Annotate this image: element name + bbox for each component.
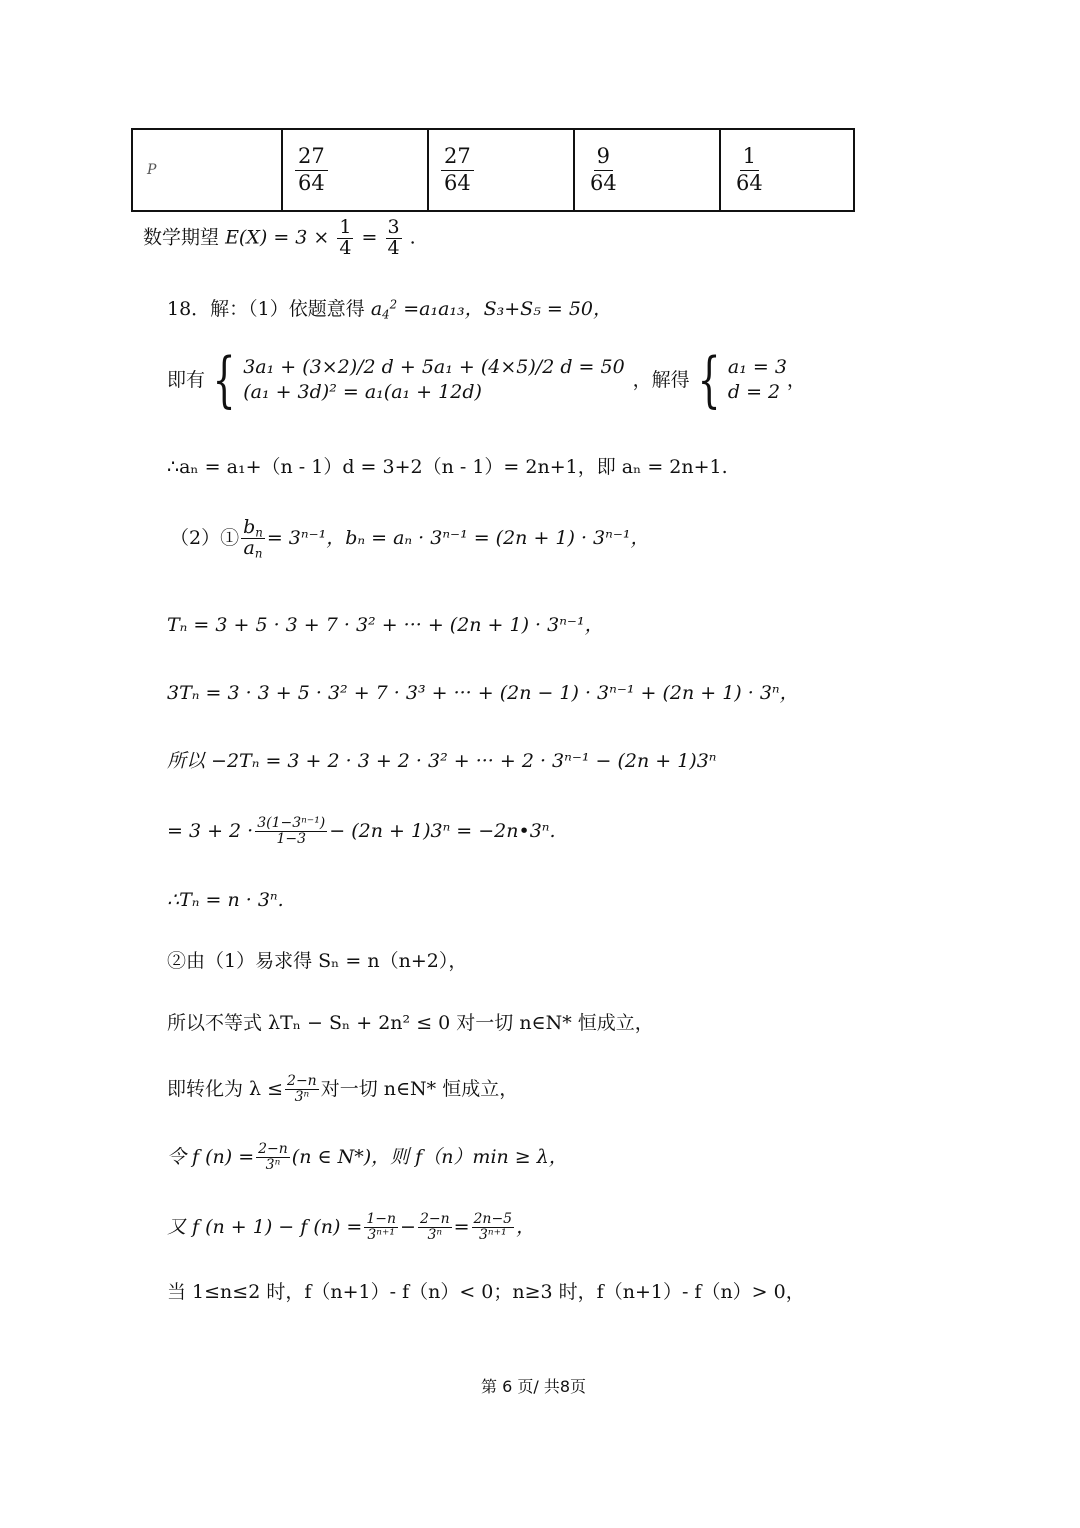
fraction [364, 1212, 398, 1242]
numerator: 1 [740, 144, 759, 170]
comma: ， [786, 368, 806, 391]
denominator: 4 [339, 236, 352, 259]
f-prefix: 令 f (n) = [167, 1145, 255, 1168]
left-brace-icon: { [212, 345, 236, 415]
numerator: 3(1−3ⁿ⁻¹) [257, 815, 326, 831]
system-row-2: (a₁ + 3d)² = a₁(a₁ + 12d) [243, 381, 482, 403]
denominator: 4 [387, 236, 400, 259]
numerator: 2n−5 [473, 1211, 513, 1227]
f-tail: (n ∈ N*)，则 f（n）min ≥ λ， [291, 1145, 568, 1168]
minus-sign: − [400, 1215, 416, 1238]
fraction [337, 218, 353, 259]
denominator: 64 [444, 170, 471, 195]
intro-text: 18．解：（1）依题意得 [167, 298, 365, 320]
sum-tail: − (2n + 1)3ⁿ = −2n•3ⁿ. [329, 819, 556, 842]
denominator: 64 [736, 170, 763, 195]
denominator: 3ⁿ⁺¹ [479, 1226, 507, 1243]
left-brace-icon: { [697, 345, 721, 415]
table-cell [574, 129, 720, 211]
an-line: ∴aₙ = a₁+（n - 1）d = 3+2（n - 1）= 2n+1，即 aₙ = 2n+1. [167, 456, 728, 478]
f-diff-line [167, 1212, 535, 1242]
fraction [472, 1212, 515, 1242]
solve-label: ，解得 [632, 368, 690, 391]
case-line: 当 1≤n≤2 时，f（n+1）- f（n）< 0；n≥3 时，f（n+1）- f（n）> 0， [167, 1281, 805, 1303]
denominator: 3ⁿ [294, 1088, 310, 1105]
page-footer: 第 6 页/ 共8页 [481, 1377, 587, 1396]
fraction [587, 144, 620, 195]
fraction [255, 816, 327, 846]
denominator: 3ⁿ [265, 1156, 281, 1173]
sum-line [167, 816, 556, 846]
transform-tail: 对一切 n∈N* 恒成立， [320, 1077, 519, 1100]
expectation-label: 数学期望 [143, 226, 220, 249]
solution-rows [728, 358, 787, 402]
inequality-line: 所以不等式 λTₙ − Sₙ + 2n² ≤ 0 对一切 n∈N* 恒成立， [167, 1012, 654, 1034]
f-diff-prefix: 又 f (n + 1) − f (n) = [167, 1215, 363, 1238]
sum-prefix: = 3 + 2 · [167, 819, 254, 842]
solution-row-2: d = 2 [727, 381, 781, 403]
equals-sign: = [453, 1215, 470, 1238]
tn-line: Tₙ = 3 + 5 · 3 + 7 · 3² + ··· + (2n + 1) · 3ⁿ⁻¹， [167, 614, 604, 636]
system-row-1: 3a₁ + (3×2)/2 d + 5a₁ + (4×5)/2 d = 50 [243, 356, 625, 378]
numerator: 9 [594, 144, 613, 170]
fraction [733, 144, 766, 195]
table-header-cell: P [132, 129, 282, 211]
f-def-line [167, 1142, 568, 1172]
numerator: 27 [441, 144, 474, 170]
expectation-lhs: E(X) = 3 × [225, 226, 330, 249]
transform-prefix: 即转化为 λ ≤ [167, 1077, 284, 1100]
denominator: 3ⁿ⁺¹ [367, 1226, 395, 1243]
condition-text: =a₁a₁₃，S₃+S₅ = 50， [403, 298, 612, 320]
table-cell [282, 129, 428, 211]
numerator: 2−n [287, 1073, 317, 1089]
table-cell [428, 129, 574, 211]
numerator: 27 [295, 144, 328, 170]
denominator: 64 [590, 170, 617, 195]
fraction [285, 1074, 319, 1104]
system-prefix: 即有 [167, 368, 206, 391]
solution-row-1: a₁ = 3 [727, 356, 787, 378]
bn-over-an-fraction: $\frac{b_n}{a_n}$ [243, 516, 263, 561]
numerator: 2−n [258, 1141, 288, 1157]
table-cell [720, 129, 854, 211]
a4-squared: $a_4^2$ [370, 297, 398, 322]
denominator: 1−3 [276, 830, 307, 847]
sn-line: ②由（1）易求得 Sₙ = n（n+2）， [167, 950, 468, 972]
part2-rest: = 3ⁿ⁻¹，bₙ = aₙ · 3ⁿ⁻¹ = (2n + 1) · 3ⁿ⁻¹， [266, 526, 650, 549]
part2-prefix: （2）① [170, 526, 240, 549]
system-rows [243, 358, 624, 402]
fraction [256, 1142, 290, 1172]
numerator: 3 [387, 216, 400, 238]
comma: ， [516, 1215, 536, 1238]
tn-result: ∴Tₙ = n · 3ⁿ. [167, 889, 284, 911]
part2-line [170, 518, 649, 559]
probability-table [131, 128, 855, 212]
numerator: 2−n [419, 1211, 450, 1227]
transform-line [167, 1074, 518, 1104]
denominator: 64 [298, 170, 325, 195]
period: . [409, 226, 416, 249]
equation-system [167, 345, 806, 415]
table-row [132, 129, 854, 211]
diff-line: 所以 −2Tₙ = 3 + 2 · 3 + 2 · 3² + ··· + 2 · 3ⁿ⁻¹ − (2n + 1)3ⁿ [167, 750, 717, 772]
numerator: 1−n [366, 1211, 397, 1227]
fraction [441, 144, 474, 195]
numerator: 1 [339, 216, 352, 238]
tn3-line: 3Tₙ = 3 · 3 + 5 · 3² + 7 · 3³ + ··· + (2n − 1) · 3ⁿ⁻¹ + (2n + 1) · 3ⁿ， [167, 682, 799, 704]
q18-intro [167, 297, 612, 322]
fraction [295, 144, 328, 195]
fraction [418, 1212, 452, 1242]
fraction [386, 218, 402, 259]
denominator: 3ⁿ [427, 1226, 443, 1243]
expectation-line [143, 218, 416, 259]
equals-sign: = [361, 226, 378, 249]
